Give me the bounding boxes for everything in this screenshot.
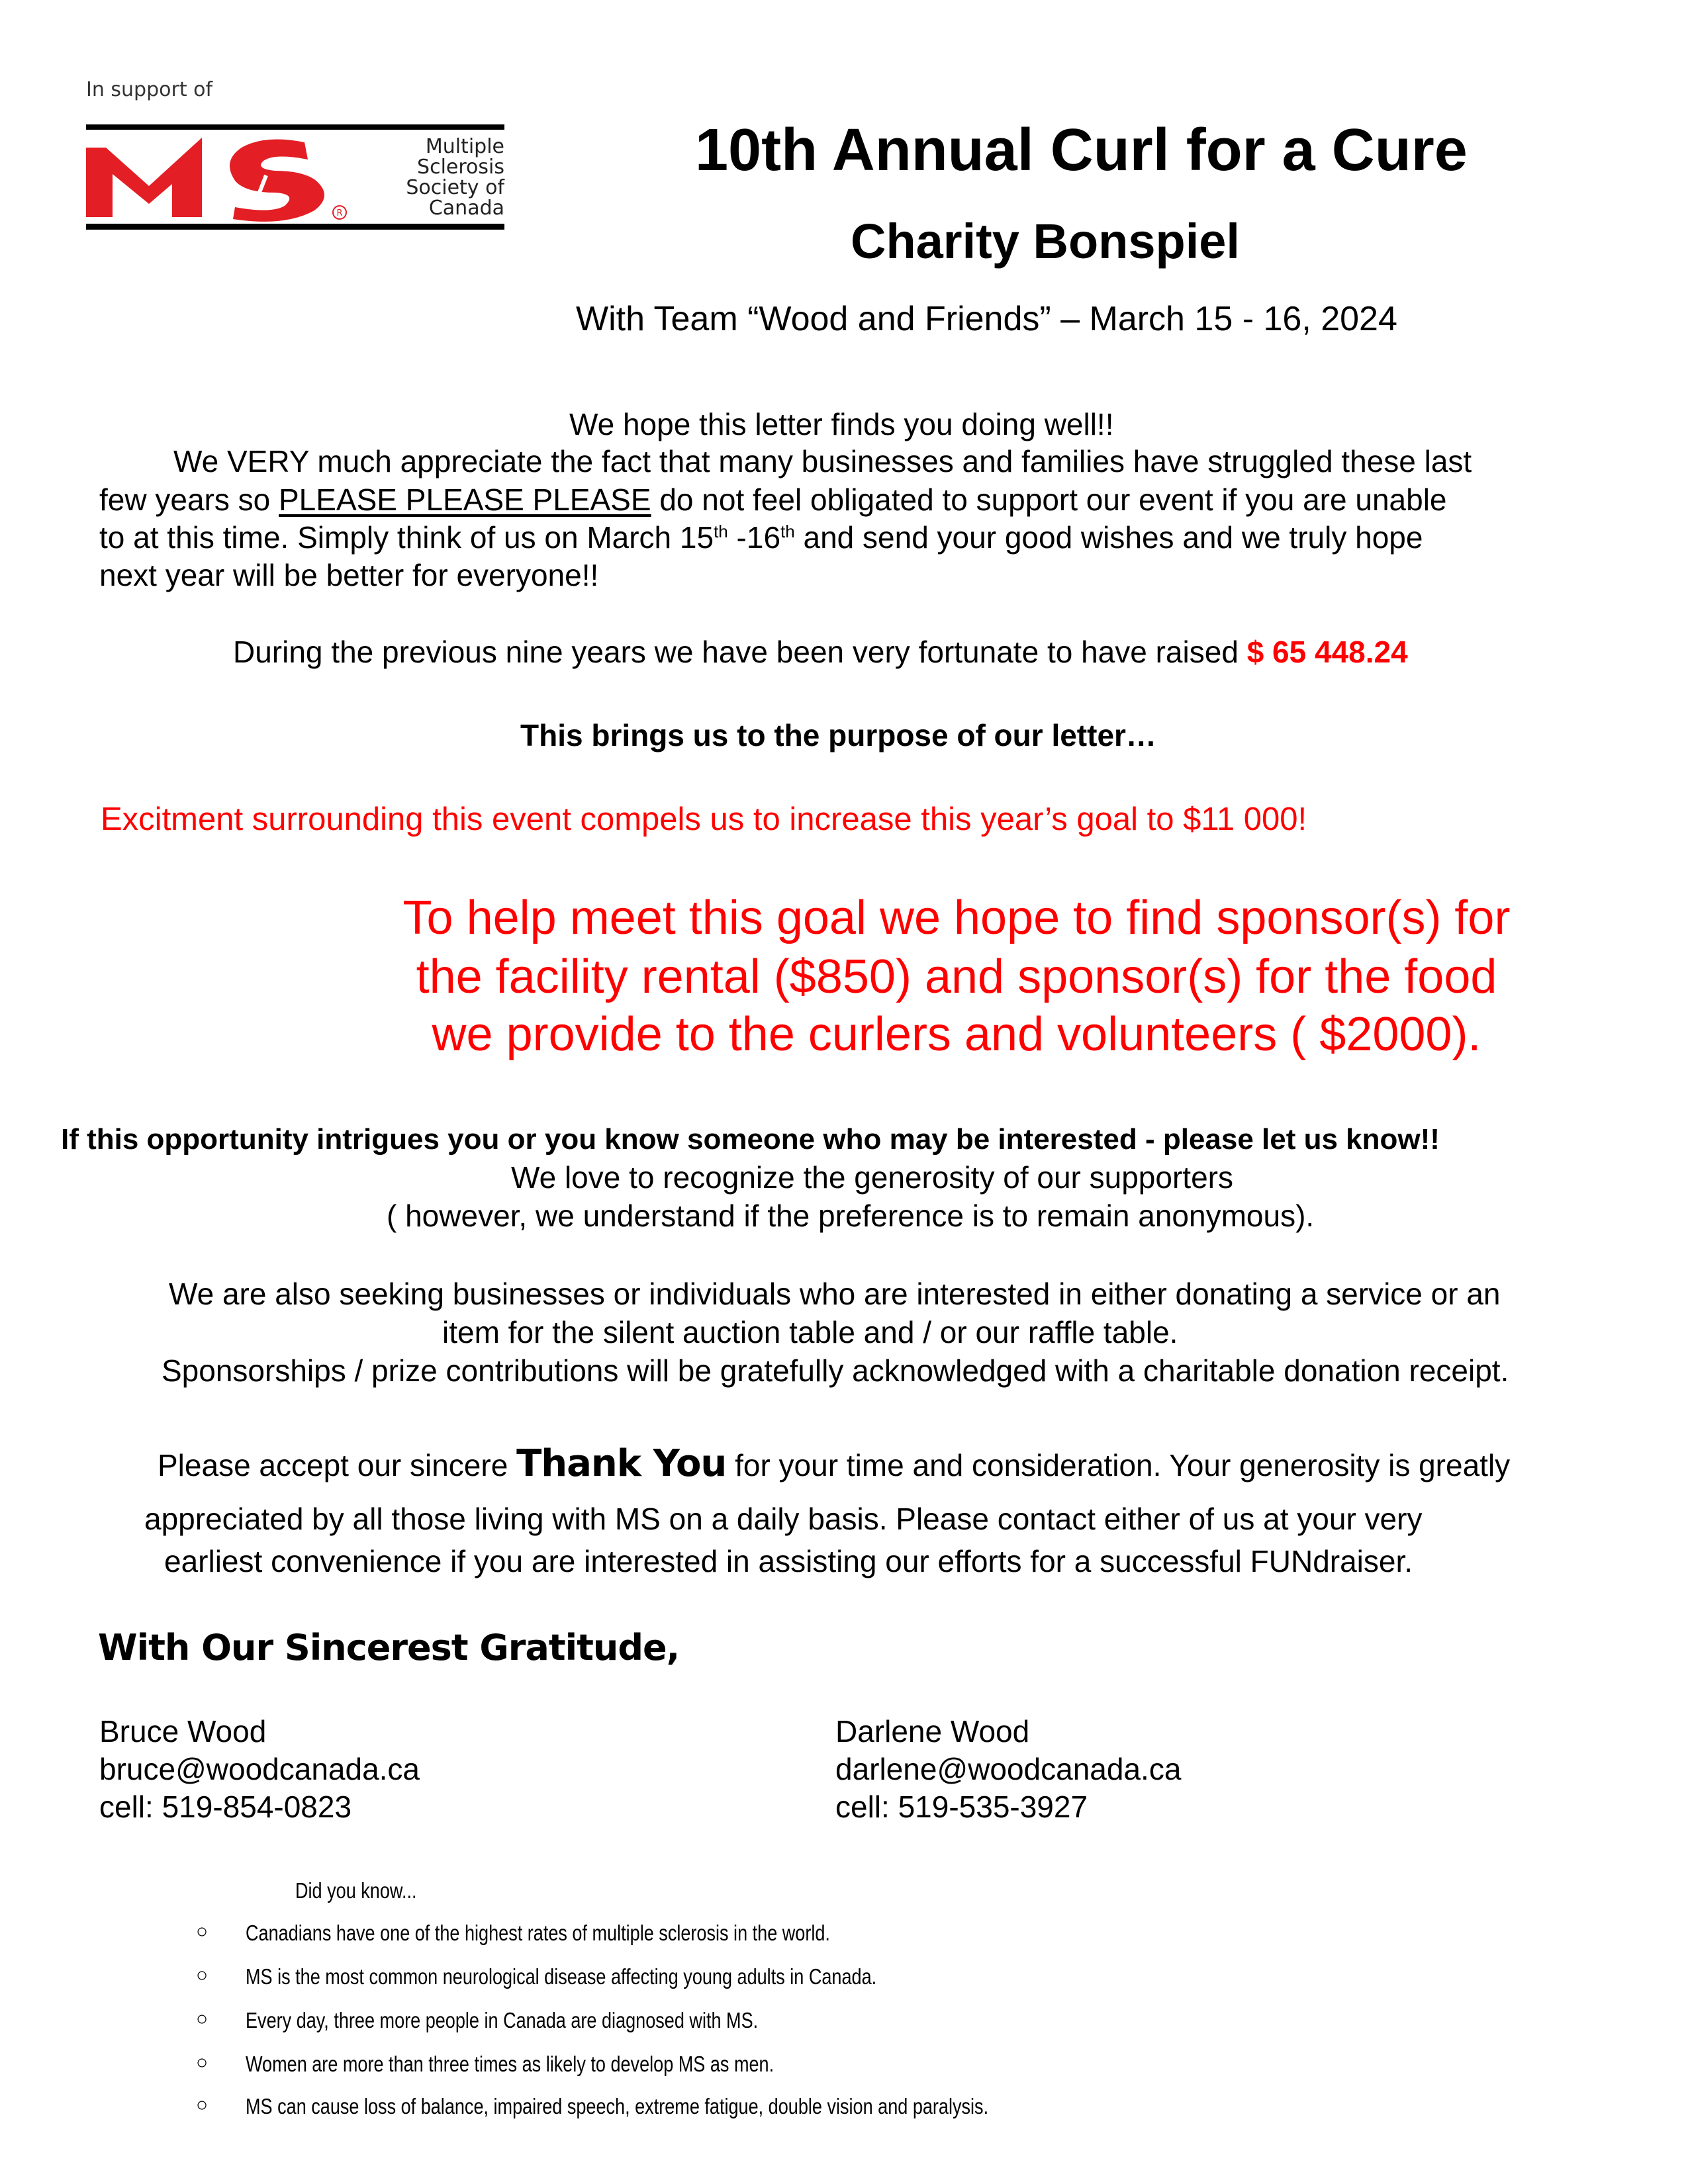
thanks-line-1 xyxy=(158,1442,1511,1485)
contact-darlene xyxy=(835,1713,1181,1826)
thank-you-emphasis: Thank You xyxy=(516,1442,727,1485)
fact-text: Every day, three more people in Canada are diagnosed with MS. xyxy=(246,2008,759,2032)
ordinal-suffix: th xyxy=(714,522,728,541)
contact-email[interactable]: bruce@woodcanada.ca xyxy=(99,1752,420,1786)
interest-line-3: ( however, we understand if the preference is to remain anonymous). xyxy=(387,1199,1315,1233)
logo-org-name xyxy=(406,136,504,218)
ms-logo-mark-icon xyxy=(86,134,351,224)
intro-text: to at this time. Simply think of us on March 15 xyxy=(99,520,714,555)
hollow-bullet-icon: ○ xyxy=(196,2008,209,2030)
greeting: We hope this letter finds you doing well!! xyxy=(569,407,1114,441)
intro-line-1: We VERY much appreciate the fact that many businesses and families have struggled these last xyxy=(173,444,1472,478)
hollow-bullet-icon: ○ xyxy=(196,1964,209,1986)
contact-name: Darlene Wood xyxy=(835,1714,1030,1749)
contact-email[interactable]: darlene@woodcanada.ca xyxy=(835,1752,1182,1786)
interest-line-2: We love to recognize the generosity of our supporters xyxy=(511,1160,1233,1195)
auction-line-1: We are also seeking businesses or individuals who are interested in either donating a service or an xyxy=(169,1277,1501,1311)
logo-org-line: Canada xyxy=(428,197,504,220)
intro-text: do not feel obligated to support our event if you are unable xyxy=(651,482,1447,517)
interest-bold-line: If this opportunity intrigues you or you know someone who may be interested - please let us know!! xyxy=(61,1123,1440,1156)
hollow-bullet-icon: ○ xyxy=(196,2094,209,2116)
auction-line-2: item for the silent auction table and / or our raffle table. xyxy=(442,1315,1178,1349)
intro-line-2 xyxy=(99,484,1447,515)
contact-cell: cell: 519-854-0823 xyxy=(99,1790,352,1824)
please-emphasis: PLEASE PLEASE PLEASE xyxy=(279,482,651,517)
page-title: 10th Annual Curl for a Cure xyxy=(695,117,1468,183)
raised-amount: $ 65 448.24 xyxy=(1246,635,1408,669)
auction-line-3: Sponsorships / prize contributions will be gratefully acknowledged with a charitable donation receipt. xyxy=(162,1353,1509,1388)
intro-text: and send your good wishes and we truly hope xyxy=(794,520,1423,555)
ms-society-logo xyxy=(86,78,504,230)
thanks-text: for your time and consideration. Your generosity is greatly xyxy=(726,1448,1511,1482)
thanks-line-2: appreciated by all those living with MS on a daily basis. Please contact either of us at your very xyxy=(144,1502,1423,1536)
fact-text: Canadians have one of the highest rates of multiple sclerosis in the world. xyxy=(246,1921,830,1945)
fact-text: MS can cause loss of balance, impaired speech, extreme fatigue, double vision and paralysis. xyxy=(246,2094,989,2118)
hollow-bullet-icon: ○ xyxy=(196,1921,209,1942)
intro-text: -16 xyxy=(727,520,781,555)
sponsor-ask-line: To help meet this goal we hope to find sponsor(s) for xyxy=(402,891,1511,944)
logo-org-line: Sclerosis xyxy=(417,156,504,179)
ordinal-suffix: th xyxy=(780,522,795,541)
contact-bruce xyxy=(99,1713,420,1826)
raised-text: During the previous nine years we have been very fortunate to have raised xyxy=(233,635,1247,669)
raised-line xyxy=(233,637,1408,667)
svg-text:R: R xyxy=(336,208,343,218)
sponsor-ask-line: the facility rental ($850) and sponsor(s) for the food xyxy=(416,950,1497,1003)
logo-support-text: In support of xyxy=(86,78,213,101)
logo-top-bar xyxy=(86,124,504,130)
intro-line-4: next year will be better for everyone!! xyxy=(99,558,599,592)
event-date-line: With Team “Wood and Friends” – March 15 - 16, 2024 xyxy=(576,300,1397,338)
goal-line: Excitment surrounding this event compels us to increase this year’s goal to $11 000! xyxy=(101,801,1307,837)
sponsor-ask-line: we provide to the curlers and volunteers ( $2000). xyxy=(432,1008,1481,1061)
contact-cell: cell: 519-535-3927 xyxy=(835,1790,1088,1824)
purpose-heading: This brings us to the purpose of our letter… xyxy=(520,718,1156,752)
intro-line-3 xyxy=(99,522,1423,553)
page-subtitle: Charity Bonspiel xyxy=(851,214,1240,269)
closing-salutation: With Our Sincerest Gratitude, xyxy=(98,1627,680,1668)
logo-org-line: Multiple xyxy=(425,135,504,158)
hollow-bullet-icon: ○ xyxy=(196,2052,209,2073)
thanks-text: Please accept our sincere xyxy=(158,1448,517,1482)
facts-heading: Did you know... xyxy=(295,1878,417,1903)
fact-text: Women are more than three times as likely to develop MS as men. xyxy=(246,2052,774,2076)
logo-org-line: Society of xyxy=(406,176,504,199)
intro-text: few years so xyxy=(99,482,279,517)
contact-name: Bruce Wood xyxy=(99,1714,267,1749)
thanks-line-3: earliest convenience if you are interested in assisting our efforts for a successful FUNdraiser. xyxy=(164,1544,1413,1578)
logo-bottom-bar xyxy=(86,224,504,230)
fact-text: MS is the most common neurological disease affecting young adults in Canada. xyxy=(246,1964,877,1989)
